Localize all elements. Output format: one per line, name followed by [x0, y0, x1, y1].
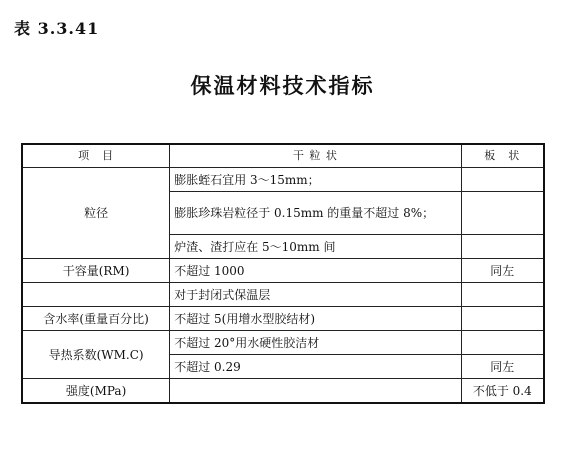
header-row: [22, 144, 544, 168]
dry-cell: 膨胀蛭石宜用 3～15mm；: [170, 168, 461, 192]
header-board: 板 状: [461, 144, 544, 168]
dry-cell: 不超过 0.29: [170, 355, 461, 379]
board-cell: [461, 331, 544, 355]
header-dry-granular: 干 粒 状: [170, 144, 461, 168]
table-row: [22, 307, 544, 331]
item-strength: 强度(MPa): [22, 379, 170, 404]
dry-cell: 炉渣、渣打应在 5～10mm 间: [170, 235, 461, 259]
dry-cell: 不超过 20°用水硬性胶洁材: [170, 331, 461, 355]
table-number: 表 3.3.41: [14, 19, 100, 38]
board-cell: 同左: [461, 259, 544, 283]
item-moisture: 含水率(重量百分比): [22, 307, 170, 331]
board-cell: 不低于 0.4: [461, 379, 544, 404]
item-empty: [22, 283, 170, 307]
table-row: [22, 379, 544, 404]
board-cell: [461, 283, 544, 307]
header-item: 项 目: [22, 144, 170, 168]
dry-cell: 不超过 5(用增水型胶结材): [170, 307, 461, 331]
table-row: [22, 331, 544, 355]
dry-cell: [170, 379, 461, 404]
dry-cell: 膨胀珍珠岩粒径于 0.15mm 的重量不超过 8%；: [170, 192, 461, 235]
table-row: [22, 259, 544, 283]
board-cell: [461, 192, 544, 235]
board-cell: [461, 168, 544, 192]
item-dry-density: 干容量(RM): [22, 259, 170, 283]
table-title: 保温材料技术指标: [190, 74, 375, 98]
dry-cell: 不超过 1000: [170, 259, 461, 283]
spec-table: [21, 143, 545, 404]
item-thermal: 导热系数(WM.C): [22, 331, 170, 379]
dry-cell: 对于封闭式保温层: [170, 283, 461, 307]
board-cell: 同左: [461, 355, 544, 379]
board-cell: [461, 307, 544, 331]
table-row: [22, 283, 544, 307]
table-row: [22, 168, 544, 192]
item-particle-size: 粒径: [22, 168, 170, 259]
board-cell: [461, 235, 544, 259]
